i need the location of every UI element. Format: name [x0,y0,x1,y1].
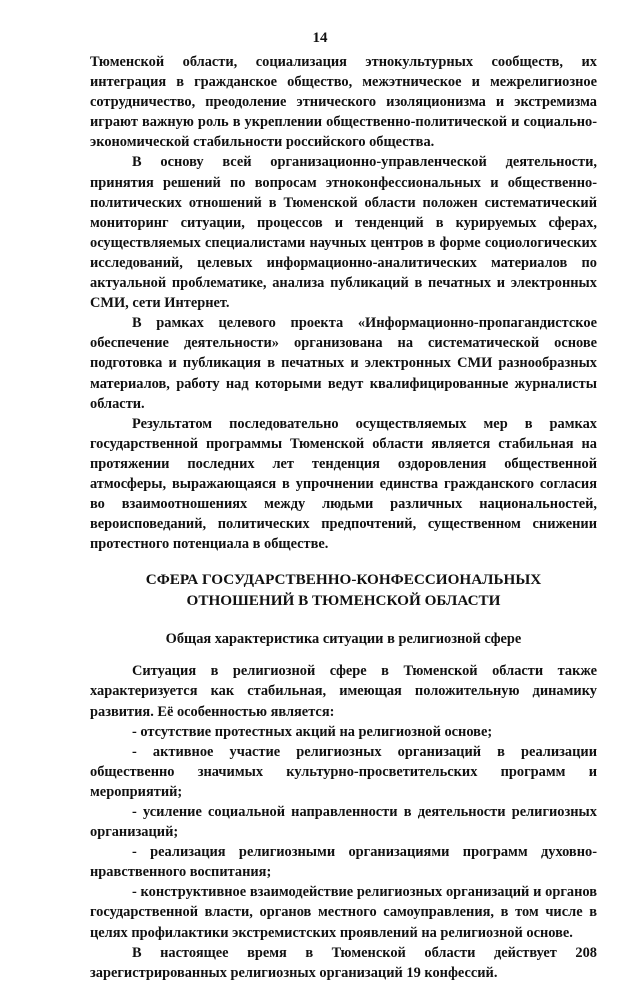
paragraph: Тюменской области, социализация этнокультурных сообществ, их интеграция в гражданское общество, межэтническое и межрелигиозное сотрудничество, преодоление этнического изоляционизма и экстремизма играют важную роль в укреплении общественно-политической и социально-экономической стабильности российского общества. [90,54,597,151]
list-item: - отсутствие протестных акций на религиозной основе; [132,723,493,740]
paragraph: В рамках целевого проекта «Информационно-пропагандистское обеспечение деятельности» организована на систематической основе подготовка и публикация в печатных и электронных СМИ разнообразных материалов, работу над которыми ведут квалифицированные журналисты области. [90,315,597,412]
list-item: - активное участие религиозных организаций в реализации общественно значимых культурно-просветительских программ и мероприятий; [90,743,597,800]
page-body [90,52,597,983]
list-item: - усиление социальной направленности в деятельности религиозных организаций; [90,804,597,841]
paragraph: В основу всей организационно-управленческой деятельности, принятия решений по вопросам этноконфессиональных и общественно-политических отношений в Тюменской области положен систематический мониторинг ситуации, процессов и тенденций в курируемых сферах, осуществляемых специалистами научных центров в форме социологических исследований, целевых информационно-аналитических материалов по актуальной проблематике, анализа публикаций в печатных и электронных СМИ, сети Интернет. [90,154,597,312]
section-title-line: СФЕРА ГОСУДАРСТВЕННО-КОНФЕССИОНАЛЬНЫХ [145,571,542,589]
paragraph: В настоящее время в Тюменской области действует 208 зарегистрированных религиозных организаций 19 конфессий. [90,944,597,981]
section-title-line: ОТНОШЕНИЙ В ТЮМЕНСКОЙ ОБЛАСТИ [186,592,501,610]
subsection-title: Общая характеристика ситуации в религиозной сфере [165,631,522,648]
section-title [90,569,597,611]
page-number: 14 [312,30,328,46]
paragraph: Результатом последовательно осуществляемых мер в рамках государственной программы Тюменской области является стабильная на протяжении последних лет тенденция оздоровления общественной атмосферы, выражающаяся в упрочнении единства гражданского согласия во взаимоотношениях между людьми различных национальностей, вероисповеданий, политических предпочтений, существенном снижении протестного потенциала в обществе. [90,415,597,553]
list-item: - реализация религиозными организациями программ духовно-нравственного воспитания; [90,844,597,881]
paragraph: Ситуация в религиозной сфере в Тюменской области также характеризуется как стабильная, имеющая положительную динамику развития. Её особенностью является: [90,663,597,720]
list-item: - конструктивное взаимодействие религиозных организаций и органов государственной власти, органов местного самоуправления, в том числе в целях профилактики экстремистских проявлений на религиозной основе. [90,884,597,941]
